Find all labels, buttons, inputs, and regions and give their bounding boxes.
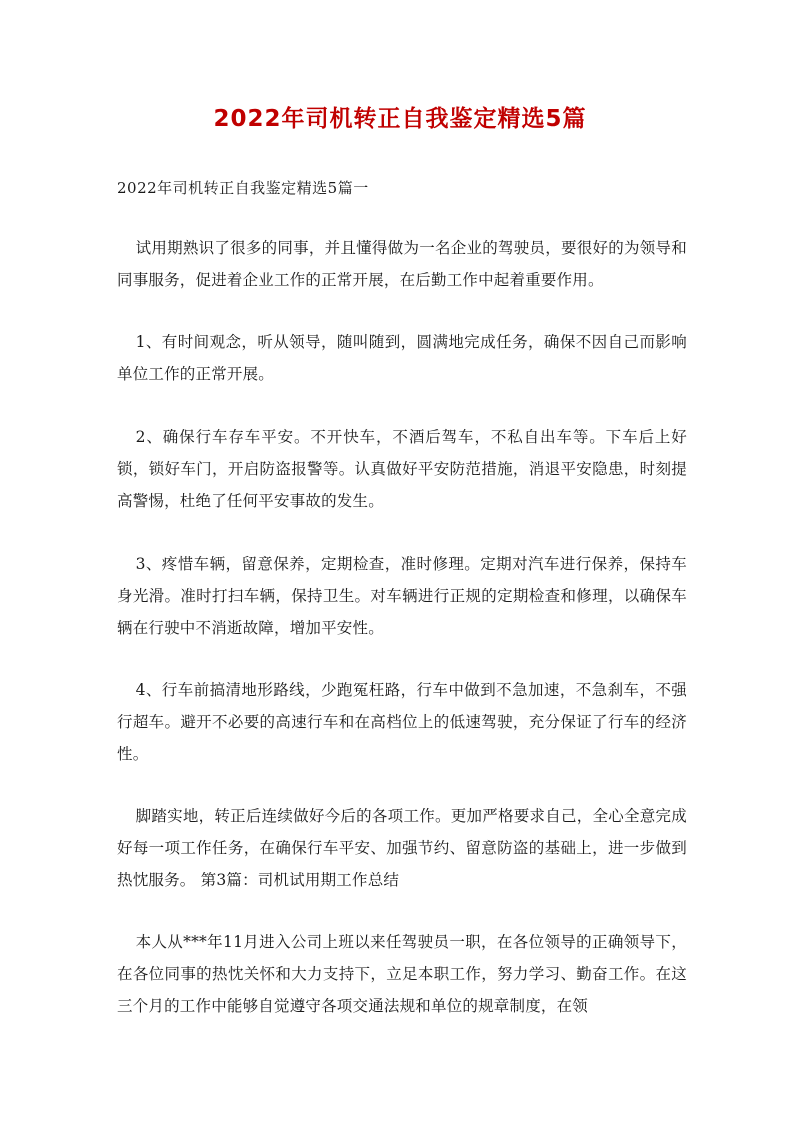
paragraph: 试用期熟识了很多的同事，并且懂得做为一名企业的驾驶员，要很好的为领导和同事服务，促进着企业工作的正常开展，在后勤工作中起着重要作用。 [117, 239, 687, 289]
paragraph: 脚踏实地，转正后连续做好今后的各项工作。更加严格要求自己，全心全意完成好每一项工作任务，在确保行车平安、加强节约、留意防盗的基础上，进一步做到热忱服务。 第3篇：司机试用期工作总结 [117, 807, 687, 889]
paragraph: 2、确保行车存车平安。不开快车，不酒后驾车，不私自出车等。下车后上好锁，锁好车门，开启防盗报警等。认真做好平安防范措施，消退平安隐患，时刻提高警惕，杜绝了任何平安事故的发生。 [117, 428, 687, 510]
paragraph: 本人从***年11月进入公司上班以来任驾驶员一职，在各位领导的正确领导下，在各位同事的热忱关怀和大力支持下，立足本职工作，努力学习、勤奋工作。在这三个月的工作中能够自觉遵守各项交通法规和单位的规章制度，在领 [117, 933, 687, 1015]
paragraph: 1、有时间观念，听从领导，随叫随到，圆满地完成任务，确保不因自己而影响单位工作的正常开展。 [117, 333, 687, 383]
paragraph: 4、行车前搞清地形路线，少跑冤枉路，行车中做到不急加速，不急刹车，不强行超车。避开不必要的高速行车和在高档位上的低速驾驶，充分保证了行车的经济性。 [117, 681, 687, 763]
paragraph: 3、疼惜车辆，留意保养，定期检查，准时修理。定期对汽车进行保养，保持车身光滑。准时打扫车辆，保持卫生。对车辆进行正规的定期检查和修理，以确保车辆在行驶中不消逝故障，增加平安性。 [117, 555, 687, 637]
document-title: 2022年司机转正自我鉴定精选5篇 [213, 106, 587, 132]
section-heading: 2022年司机转正自我鉴定精选5篇一 [117, 179, 369, 197]
